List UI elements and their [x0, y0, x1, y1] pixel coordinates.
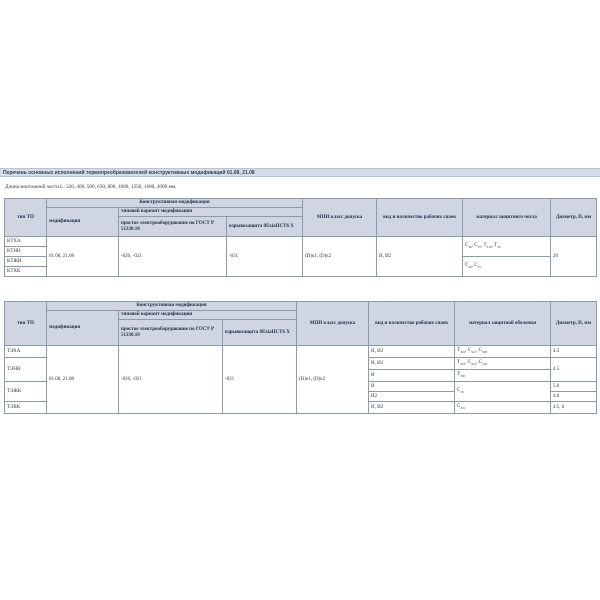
mpi-cell: (D)к1, (D)к2 — [303, 237, 377, 277]
junctions-cell: И — [369, 382, 455, 392]
page-title: Перечень основных исполнений термопреобразователей конструктивных модификаций 01.08, 21.08 — [0, 168, 600, 177]
table-e-series — [4, 301, 597, 414]
junctions-cell: И, И2 — [369, 358, 455, 370]
col-modif: модификация — [47, 311, 119, 346]
modif-cell: 01.08, 21.08 — [47, 346, 119, 414]
material-cell: $С_{321}$ — [455, 402, 551, 414]
junctions-cell: И, И2 — [369, 402, 455, 414]
col-typical: типовой вариант модификации — [119, 208, 303, 217]
col-diameter: Диаметр, D, мм — [551, 199, 597, 237]
type-cell: КТНН — [5, 247, 47, 257]
col-simple: простое электрооборудование по ГОСТ Р 51330.10 — [119, 217, 227, 237]
material-cell: $Т_{310}$, $С_{321}$, $С_{318}$ — [455, 358, 551, 370]
length-note: Длина монтажной части L: 320, 400, 500, 630, 800, 1000, 1250, 1600, 2000 мм. — [5, 184, 177, 190]
diameter-cell: 4.5 — [551, 358, 597, 382]
col-mpi: МПИ класс допуска — [297, 302, 369, 346]
type-cell: ТЭВК — [5, 402, 47, 414]
material-cell: $С_{10}$ — [455, 382, 551, 402]
junctions-cell: И, И2 — [377, 237, 463, 277]
col-diameter: Диаметр, D, мм — [551, 302, 597, 346]
junctions-cell: И, И2 — [369, 346, 455, 358]
col-typical: типовой вариант модификации — [119, 311, 297, 320]
col-modif: модификация — [47, 208, 119, 237]
col-type: тип ТП — [5, 302, 47, 346]
type-cell: КТХК — [5, 267, 47, 277]
mpi-cell: (D)к1, (D)к2 — [297, 346, 369, 414]
diameter-cell: 4.6 — [551, 392, 597, 402]
col-mpi: МПИ класс допуска — [303, 199, 377, 237]
diameter-cell: 4.5, 6 — [551, 402, 597, 414]
type-cell: ТЭХА — [5, 346, 47, 358]
type-cell: КТХА — [5, 237, 47, 247]
col-explo: взрывозащита 0ExiaIICT6 X — [223, 320, 297, 346]
type-cell: ТЭНН — [5, 358, 47, 382]
col-type: тип ТП — [5, 199, 47, 237]
col-construct: Конструктивная модификация — [47, 302, 297, 311]
junctions-cell: И — [369, 370, 455, 382]
material-cell: $С_{20}$, $С_{15}$ — [463, 257, 551, 277]
simple-cell: -020, -021 — [119, 346, 223, 414]
diameter-cell: 5.0 — [551, 382, 597, 392]
type-cell: ТЭЖК — [5, 382, 47, 402]
col-simple: простое электрооборудование по ГОСТ Р 51330.10 — [119, 320, 223, 346]
col-junctions: вид и количество рабочих спаев — [377, 199, 463, 237]
diameter-cell: 4.5 — [551, 346, 597, 358]
modif-cell: 01.08, 21.08 — [47, 237, 119, 277]
explo-cell: -031 — [227, 237, 303, 277]
type-cell: КТЖН — [5, 257, 47, 267]
explo-cell: -031 — [223, 346, 297, 414]
junctions-cell: И2 — [369, 392, 455, 402]
col-explo: взрывозащита 0ExiaIICT6 X — [227, 217, 303, 237]
material-cell: $С_{20}$, $С_{15}$, $Т_{310}$, $Т_{45}$ — [463, 237, 551, 257]
material-cell: $Т_{310}$, $С_{321}$, $С_{318}$ — [455, 346, 551, 358]
col-construct: Конструктивная модификация — [47, 199, 303, 208]
col-material: материал защитного чехла — [463, 199, 551, 237]
col-material: материал защитной оболочки — [455, 302, 551, 346]
material-cell: $Т_{740}$ — [455, 370, 551, 382]
simple-cell: -020, -021 — [119, 237, 227, 277]
col-junctions: вид и количество рабочих спаев — [369, 302, 455, 346]
diameter-cell: 20 — [551, 237, 597, 277]
table-k-series — [4, 198, 597, 277]
